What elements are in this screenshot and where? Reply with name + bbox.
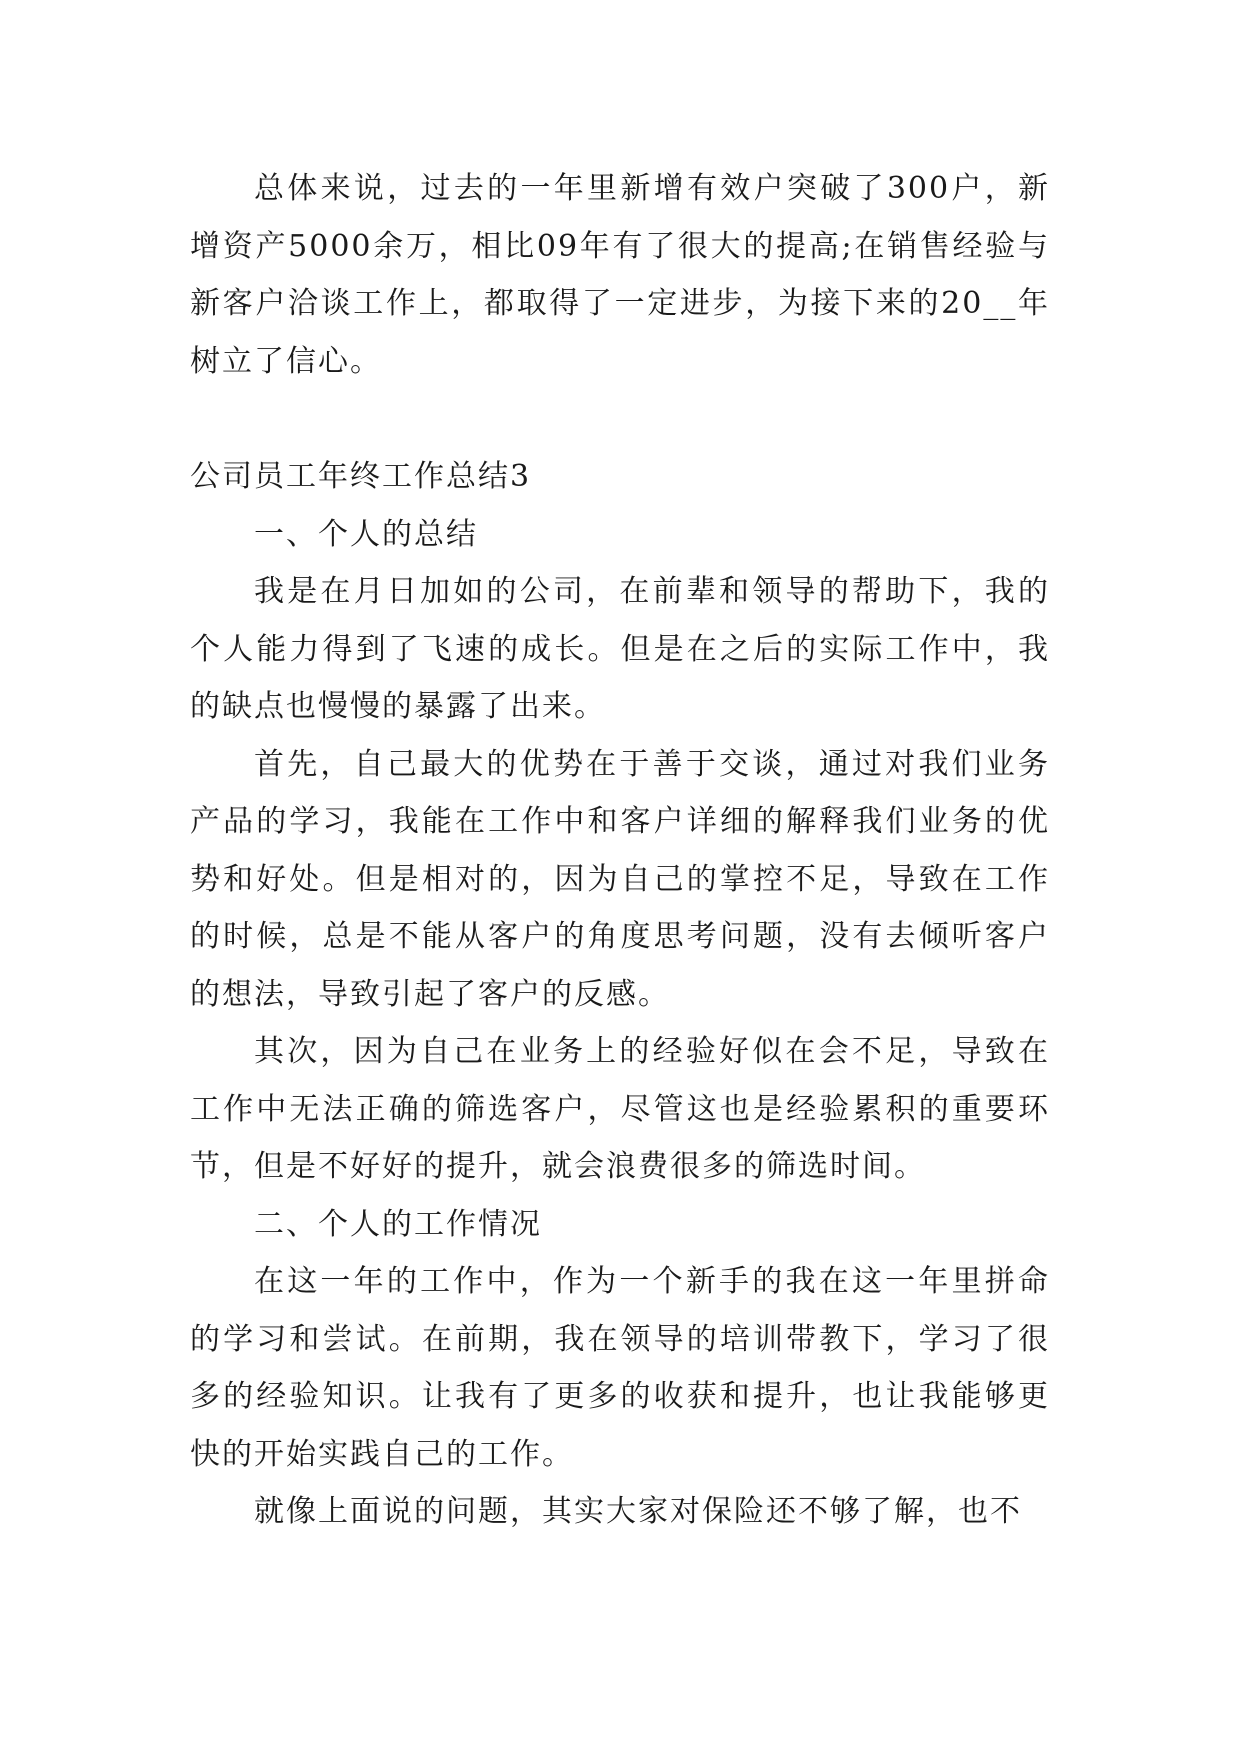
section-heading-personal-summary: 一、个人的总结 [254,516,478,552]
paragraph: 就像上面说的问题，其实大家对保险还不够了解，也不 [254,1494,1022,1529]
document-title: 公司员工年终工作总结3 [190,459,532,494]
paragraph: 其次，因为自己在业务上的经验好似在会不足，导致在工作中无法正确的筛选客户，尽管这也是经验累积的重要环节，但是不好好的提升，就会浪费很多的筛选时间。 [190,1034,1050,1184]
paragraph: 在这一年的工作中，作为一个新手的我在这一年里拼命的学习和尝试。在前期，我在领导的培训带教下，学习了很多的经验知识。让我有了更多的收获和提升，也让我能够更快的开始实践自己的工作。 [190,1264,1050,1472]
intro-paragraph: 总体来说，过去的一年里新增有效户突破了300户，新增资产5000余万，相比09年有了很大的提高;在销售经验与新客户洽谈工作上，都取得了一定进步，为接下来的20__年树立了信心。 [190,171,1050,379]
paragraph: 首先，自己最大的优势在于善于交谈，通过对我们业务产品的学习，我能在工作中和客户详细的解释我们业务的优势和好处。但是相对的，因为自己的掌控不足，导致在工作的时候，总是不能从客户的角度思考问题，没有去倾听客户的想法，导致引起了客户的反感。 [190,746,1050,1012]
section-heading-work-situation: 二、个人的工作情况 [254,1206,542,1242]
document-body [190,160,1050,1541]
paragraph: 我是在月日加如的公司，在前辈和领导的帮助下，我的个人能力得到了飞速的成长。但是在之后的实际工作中，我的缺点也慢慢的暴露了出来。 [190,574,1050,724]
